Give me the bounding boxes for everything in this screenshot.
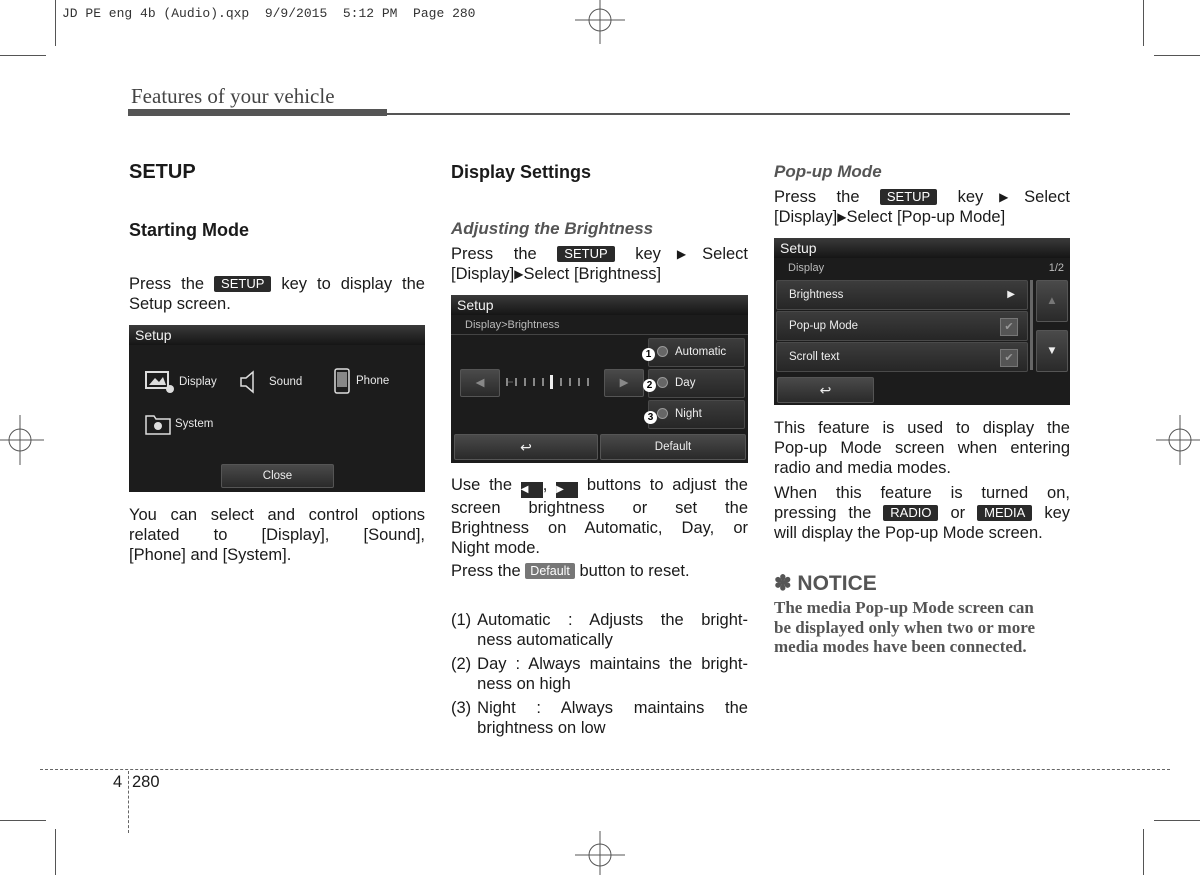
starting-mode-paragraph: Press the SETUP key to display the Setup screen. (129, 275, 425, 313)
setup-key-badge: SETUP (880, 189, 937, 205)
footer-rule (128, 771, 129, 833)
page-indicator: 1/2 (1048, 262, 1064, 274)
crop-mark (1154, 55, 1200, 56)
registration-mark-icon (575, 831, 625, 875)
crop-mark (1154, 820, 1200, 821)
default-button[interactable]: Default (600, 434, 746, 460)
night-option[interactable]: Night (648, 400, 745, 429)
reset-paragraph: Press the Default button to reset. (451, 562, 690, 580)
page-number: 280 (132, 773, 160, 791)
chapter-number: 4 (113, 773, 123, 791)
checkbox-icon[interactable]: ✔ (1000, 318, 1018, 336)
display-settings-heading: Display Settings (451, 162, 592, 182)
brightness-slider[interactable] (501, 372, 605, 392)
registration-mark-icon (575, 0, 625, 44)
checkbox-icon[interactable]: ✔ (1000, 349, 1018, 367)
automatic-option[interactable]: Automatic (648, 338, 745, 367)
screen-title: Setup (457, 297, 494, 313)
setup-key-badge: SETUP (214, 276, 271, 292)
popup-mode-heading: Pop-up Mode (774, 162, 882, 181)
crop-mark (1143, 829, 1144, 875)
scrollbar[interactable] (1030, 280, 1033, 370)
crop-mark (0, 820, 46, 821)
scroll-down-button[interactable]: ▼ (1036, 330, 1068, 372)
popup-mode-screen (774, 238, 1070, 405)
arrow-right-icon: ▶ (660, 247, 703, 261)
notice-heading: ✽ NOTICE (774, 572, 877, 595)
popup-mode-instruction: Press the SETUP key▶Select [Display]▶Select [Pop-up Mode] (774, 188, 1070, 226)
display-menu-item[interactable]: Display (145, 370, 217, 394)
phone-menu-item[interactable]: Phone (334, 368, 389, 394)
default-key-badge: Default (525, 563, 575, 579)
brightness-decrease-button[interactable]: ◀ (460, 369, 500, 397)
brightness-instruction: Press the SETUP key▶Select [Display]▶Select [Brightness] (451, 245, 749, 283)
back-button[interactable]: ↩ (777, 377, 874, 403)
arrow-right-icon: ▶ (837, 210, 847, 224)
crop-mark (55, 0, 56, 46)
brightness-modes-list (451, 610, 748, 738)
setup-key-badge: SETUP (557, 246, 614, 262)
left-arrow-button-icon: ◀ (521, 482, 543, 498)
crop-mark (0, 55, 46, 56)
close-button[interactable]: Close (221, 464, 334, 488)
brightness-screen (451, 295, 748, 463)
registration-mark-icon (1156, 415, 1200, 465)
scroll-up-button[interactable]: ▲ (1036, 280, 1068, 322)
header-rule (387, 113, 1070, 115)
setup-screen (129, 325, 425, 492)
callout-2: 2 (643, 379, 656, 392)
arrow-right-icon: ▶ (983, 190, 1025, 204)
setup-heading: SETUP (129, 161, 196, 183)
brightness-usage-paragraph: Use the ◀ , ▶ buttons to adjust the screen brightness or set the Brightness on Automatic, Day, or Night mode. (451, 476, 748, 557)
notice-body: The media Pop-up Mode screen can be displayed only when two or more media modes have been connected. (774, 598, 1036, 656)
speaker-icon (239, 370, 259, 394)
print-header: JD PE eng 4b (Audio).qxp 9/9/2015 5:12 PM Page 280 (62, 6, 476, 21)
brightness-increase-button[interactable]: ▶ (604, 369, 644, 397)
display-icon (145, 370, 175, 394)
arrow-right-icon: ▶ (514, 267, 524, 281)
system-folder-icon (145, 412, 171, 436)
starting-mode-heading: Starting Mode (129, 220, 249, 240)
footer-rule (40, 769, 1170, 770)
phone-icon (334, 368, 350, 394)
list-item: (1) Automatic : Adjusts the bright- ness automatically (451, 611, 748, 649)
radio-key-badge: RADIO (883, 505, 938, 521)
sound-menu-item[interactable]: Sound (239, 370, 302, 394)
crop-mark (55, 829, 56, 875)
right-arrow-button-icon: ▶ (556, 482, 578, 498)
header-rule (128, 109, 387, 116)
screen-title: Setup (780, 240, 817, 256)
registration-mark-icon (0, 415, 44, 465)
screen-subtitle: Display (788, 262, 825, 274)
back-button[interactable]: ↩ (454, 434, 598, 460)
breadcrumb: Display>Brightness (465, 319, 560, 331)
media-key-badge: MEDIA (977, 505, 1032, 521)
brightness-row[interactable]: Brightness ▶ (776, 280, 1028, 310)
popup-mode-description: This feature is used to display the Pop-up Mode screen when entering radio and media modes. (774, 419, 1070, 477)
list-item: (2) Day : Always maintains the bright- ness on high (451, 655, 748, 693)
setup-description: You can select and control options related to [Display], [Sound], [Phone] and [System]. (129, 506, 425, 564)
adjusting-brightness-heading: Adjusting the Brightness (451, 219, 654, 238)
section-title: Features of your vehicle (131, 84, 335, 108)
crop-mark (1143, 0, 1144, 46)
day-option[interactable]: Day (648, 369, 745, 398)
popup-mode-row[interactable]: Pop-up Mode ✔ (776, 311, 1028, 341)
chevron-right-icon: ▶ (1007, 289, 1015, 300)
screen-title: Setup (135, 327, 172, 343)
system-menu-item[interactable]: System (145, 412, 213, 436)
scroll-text-row[interactable]: Scroll text ✔ (776, 342, 1028, 372)
list-item: (3) Night : Always maintains the brightness on low (451, 699, 748, 737)
callout-1: 1 (642, 348, 655, 361)
callout-3: 3 (644, 411, 657, 424)
popup-mode-behavior: When this feature is turned on, pressing the RADIO or MEDIA key will display the Pop-up Mode screen. (774, 484, 1070, 542)
